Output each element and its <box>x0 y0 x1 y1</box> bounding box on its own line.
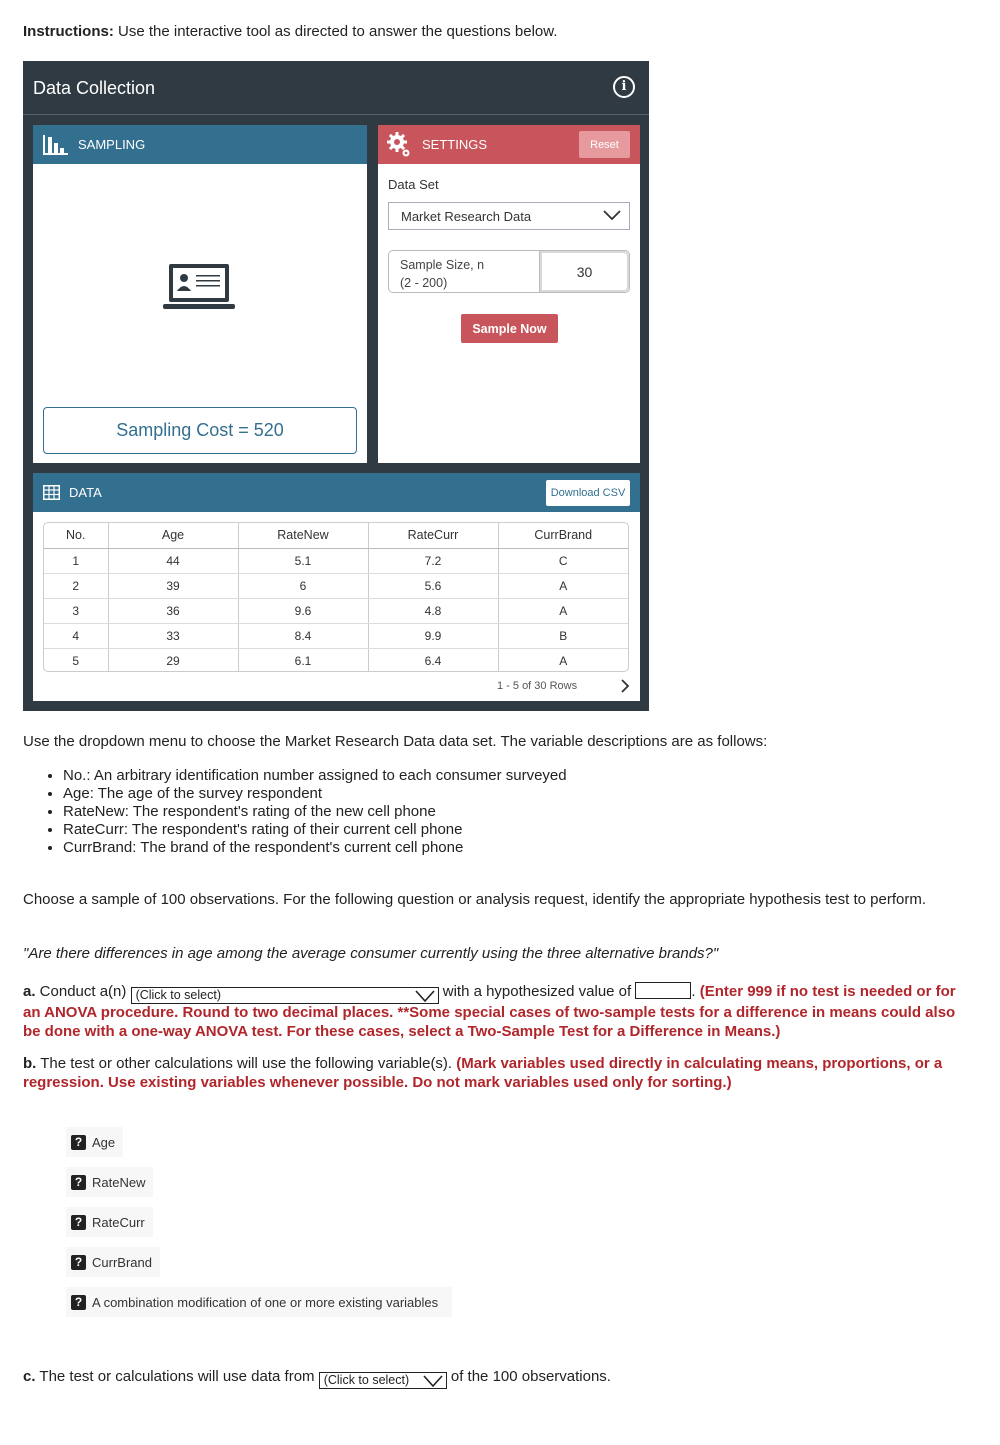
variable-option-ratecurr[interactable]: ? RateCurr <box>66 1207 153 1237</box>
chevron-down-icon <box>603 209 621 221</box>
table-row <box>44 598 628 623</box>
table-row <box>44 548 628 573</box>
list-item: • RateCurr: The respondent's rating of their current cell phone <box>63 821 567 839</box>
column-header: RateNew <box>238 523 368 548</box>
variable-option-combination[interactable]: ? A combination modification of one or more existing variables <box>66 1287 452 1317</box>
table-row <box>44 648 628 672</box>
table-cell: 5.1 <box>238 548 368 573</box>
list-item: • Age: The age of the survey respondent <box>63 785 567 803</box>
table-cell: 6.1 <box>238 648 368 672</box>
settings-label: SETTINGS <box>422 137 488 152</box>
pagination-info: 1 - 5 of 30 Rows <box>497 680 578 692</box>
table-cell: 3 <box>44 598 108 623</box>
download-csv-button[interactable]: Download CSV <box>546 480 630 506</box>
table-cell: 7.2 <box>368 548 498 573</box>
table-cell: 39 <box>108 573 238 598</box>
variable-option-age[interactable]: ? Age <box>66 1127 123 1157</box>
table-cell: 5.6 <box>368 573 498 598</box>
settings-header <box>378 125 640 164</box>
column-header: No. <box>44 523 108 548</box>
table-row <box>44 573 628 598</box>
table-cell: A <box>498 598 628 623</box>
part-b: b. The test or other calculations will use the following variable(s). (Mark variables used directly in calculating means, proportions, or a regression. Use existing variables whenever possible. Do not mark variables used only for sorting.) <box>23 1055 943 1091</box>
table-cell: 8.4 <box>238 623 368 648</box>
column-header: RateCurr <box>368 523 498 548</box>
gear-icon <box>386 132 412 158</box>
question-text: "Are there differences in age among the average consumer currently using the three alternative brands?" <box>23 945 719 962</box>
list-item: • No.: An arbitrary identification number assigned to each consumer surveyed <box>63 767 567 785</box>
table-cell: 44 <box>108 548 238 573</box>
data-label: DATA <box>69 485 102 500</box>
chevron-right-icon[interactable] <box>620 679 630 693</box>
chevron-down-icon <box>415 990 435 1002</box>
table-cell: 4 <box>44 623 108 648</box>
part-a-note: (Enter 999 if no test is needed or for an ANOVA procedure. Round to two decimal places. **Some special cases of two-sample tests for a difference in means could also be done with a one-way ANOVA test. For these cases, select a Two-Sample Test for a Difference in Means.) <box>23 983 956 1040</box>
table-cell: 9.6 <box>238 598 368 623</box>
dataset-label: Data Set <box>388 177 439 192</box>
table-cell: C <box>498 548 628 573</box>
table-cell: A <box>498 573 628 598</box>
table-cell: 36 <box>108 598 238 623</box>
variable-list <box>23 767 567 857</box>
variable-option-ratenew[interactable]: ? RateNew <box>66 1167 153 1197</box>
sampling-cost: Sampling Cost = 520 <box>43 407 357 454</box>
column-header: Age <box>108 523 238 548</box>
table-cell: 6.4 <box>368 648 498 672</box>
question-mark-icon: ? <box>71 1255 86 1270</box>
intro-text: Use the dropdown menu to choose the Market Research Data data set. The variable descriptions are as follows: <box>23 733 768 750</box>
sampling-header <box>33 125 367 164</box>
sample-size-label: Sample Size, n (2 - 200) <box>400 258 485 290</box>
question-mark-icon: ? <box>71 1175 86 1190</box>
table-cell: 29 <box>108 648 238 672</box>
divider <box>23 114 649 115</box>
settings-panel <box>378 125 640 463</box>
variable-option-currbrand[interactable]: ? CurrBrand <box>66 1247 160 1277</box>
table-cell: 9.9 <box>368 623 498 648</box>
choose-text: Choose a sample of 100 observations. For the following question or analysis request, identify the appropriate hypothesis test to perform. <box>23 891 927 908</box>
data-header <box>33 473 640 512</box>
list-item: • RateNew: The respondent's rating of the new cell phone <box>63 803 567 821</box>
column-header: CurrBrand <box>498 523 628 548</box>
table-cell: 33 <box>108 623 238 648</box>
table-cell: 2 <box>44 573 108 598</box>
sample-size-input[interactable]: 30 <box>539 251 629 292</box>
sample-now-button[interactable]: Sample Now <box>461 314 558 343</box>
reset-button[interactable]: Reset <box>579 131 630 158</box>
sampling-label: SAMPLING <box>78 137 146 152</box>
widget-title: Data Collection <box>33 78 156 98</box>
question-mark-icon: ? <box>71 1215 86 1230</box>
part-a: a. Conduct a(n) (Click to select) with a hypothesized value of . (Enter 999 if no test is needed or for an ANOVA procedure. Round to two decimal places. **Some special cases of two-sample tests for a difference in means could also be done with a one-way ANOVA test. For these cases, select a Two-Sample Test for a Difference in Means.) <box>23 983 956 1040</box>
data-panel <box>33 473 640 701</box>
data-collection-widget <box>23 61 649 711</box>
list-item: • CurrBrand: The brand of the respondent's current cell phone <box>63 839 567 857</box>
hypothesized-value-input[interactable] <box>635 982 691 999</box>
instructions: Instructions: Use the interactive tool as directed to answer the questions below. <box>23 23 558 40</box>
table-cell: B <box>498 623 628 648</box>
table-icon <box>43 485 60 500</box>
table-cell: A <box>559 653 568 668</box>
dataset-select[interactable]: Market Research Data <box>388 202 630 230</box>
question-mark-icon: ? <box>71 1135 86 1150</box>
chevron-down-icon <box>423 1375 443 1387</box>
part-b-note: (Mark variables used directly in calculating means, proportions, or a regression. Use existing variables whenever possible. Do not mark variables used only for sorting.) <box>23 1055 943 1091</box>
data-subset-select[interactable]: (Click to select) <box>319 1372 447 1389</box>
info-icon[interactable]: i <box>613 76 635 98</box>
bar-chart-icon <box>42 134 69 156</box>
table-row <box>44 623 628 648</box>
table-cell: 5 <box>44 648 108 672</box>
table-header-row <box>44 523 628 548</box>
question-mark-icon: ? <box>71 1295 86 1310</box>
sampling-panel <box>33 125 367 463</box>
data-table <box>43 522 629 672</box>
laptop-icon <box>163 263 235 311</box>
test-type-select[interactable]: (Click to select) <box>131 987 439 1004</box>
table-cell: 4.8 <box>368 598 498 623</box>
table-cell: 6 <box>238 573 368 598</box>
part-c: c. The test or calculations will use data from (Click to select) of the 100 observations. <box>23 1368 611 1387</box>
table-cell: 1 <box>44 548 108 573</box>
sample-size-field <box>388 250 630 293</box>
